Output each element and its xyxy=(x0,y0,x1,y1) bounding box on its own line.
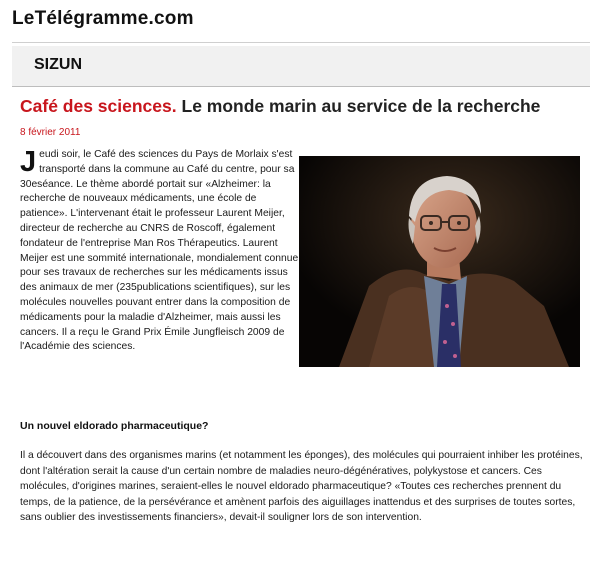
headline-kicker: Café des sciences. xyxy=(20,96,177,116)
site-logo-title[interactable]: LeTélégramme.com xyxy=(12,8,194,29)
article-photo xyxy=(299,156,580,367)
portrait-illustration xyxy=(299,156,580,367)
article-headline xyxy=(20,96,590,117)
section-title: SIZUN xyxy=(34,56,82,73)
article-date: 8 février 2011 xyxy=(20,127,81,138)
section-banner xyxy=(12,46,590,87)
drop-cap: J xyxy=(20,146,37,178)
article-lead-paragraph xyxy=(20,148,300,355)
article-body-paragraph: Il a découvert dans des organismes marins (et notamment les éponges), des molécules qui pourraient inhiber les protéines, dont l'altération serait la cause d'un certain nombre de maladies neuro-dégénératives, polykystose et cancers. Ces molécules, d'origines marines, seraient-elles le nouvel eldorado pharmaceutique? «Toutes ces recherches prennent du temps, de la patience, de la persévérance et amènent parfois des aiguillages inattendus et des surprises de toutes sortes, sans oublier des investissements financiers», devait-il souligner lors de son intervention. xyxy=(20,450,583,524)
lead-text: eudi soir, le Café des sciences du Pays de Morlaix s'est transporté dans la commune au Café du centre, pour sa 30eséance. Le thème abordé portait sur «Alzheimer: la recherche de nouveaux médicaments, une école de patience». L'intervenant était le professeur Laurent Meijer, directeur de recherche au CNRS de Roscoff, également fondateur de l'entreprise Man Ros Thérapeutics. Laurent Meijer est une sommité internationale, mondialement connue pour ses travaux de recherches sur les médicaments issus des animaux de mer (235publications scientifiques), sur les molécules nouvelles pouvant entrer dans la composition de médicaments pour la maladie d'Alzheimer, mais aussi les cancers. Il a reçu le Grand Prix Émile Jungfleisch 2009 de l'Académie des sciences. xyxy=(20,149,299,353)
headline-title: Le monde marin au service de la recherche xyxy=(181,96,541,116)
article-subheading: Un nouvel eldorado pharmaceutique? xyxy=(20,420,209,432)
header-divider xyxy=(12,42,590,43)
